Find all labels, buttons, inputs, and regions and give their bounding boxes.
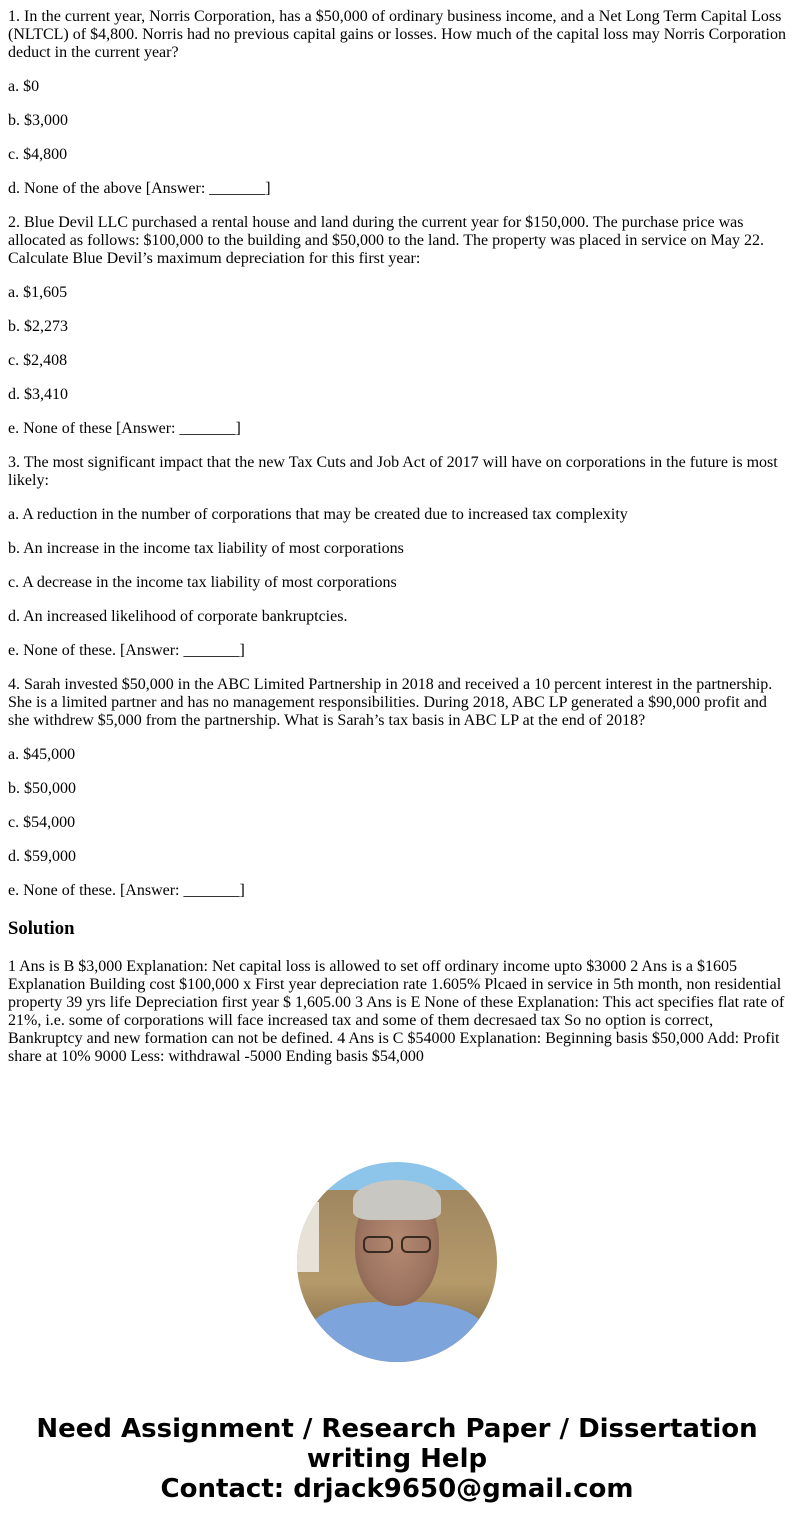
question-2-option-c: c. $2,408 bbox=[8, 352, 68, 369]
photo-wall bbox=[297, 1202, 319, 1272]
banner-headline: Need Assignment / Research Paper / Dissertation writing Help bbox=[36, 1414, 758, 1474]
document bbox=[0, 8, 794, 1066]
question-4-text: 4. Sarah invested $50,000 in the ABC Limited Partnership in 2018 and received a 10 percent interest in the partnership. She is a limited partner and has no management responsibilities. During 2018, ABC LP generated a $90,000 profit and she withdrew $5,000 from the partnership. What is Sarah’s tax basis in ABC LP at the end of 2018? bbox=[8, 676, 773, 729]
question-3-option-c: c. A decrease in the income tax liability of most corporations bbox=[8, 574, 397, 591]
question-4-option-e: e. None of these. [Answer: _______] bbox=[8, 882, 245, 899]
question-1-option-d: d. None of the above [Answer: _______] bbox=[8, 180, 271, 197]
question-3-option-d: d. An increased likelihood of corporate bankruptcies. bbox=[8, 608, 348, 625]
question-1-option-b: b. $3,000 bbox=[8, 112, 68, 129]
question-4-option-c: c. $54,000 bbox=[8, 814, 76, 831]
photo-hair bbox=[353, 1180, 441, 1220]
contact-banner bbox=[0, 1414, 794, 1504]
question-2-option-a: a. $1,605 bbox=[8, 284, 68, 301]
question-3-text: 3. The most significant impact that the new Tax Cuts and Job Act of 2017 will have on corporations in the future is most likely: bbox=[8, 454, 778, 489]
question-4-option-b: b. $50,000 bbox=[8, 780, 76, 797]
author-photo-container bbox=[0, 1162, 794, 1362]
question-2-option-b: b. $2,273 bbox=[8, 318, 68, 335]
question-4-option-d: d. $59,000 bbox=[8, 848, 76, 865]
question-3-option-a: a. A reduction in the number of corporations that may be created due to increased tax complexity bbox=[8, 506, 628, 523]
question-1-option-c: c. $4,800 bbox=[8, 146, 68, 163]
author-photo bbox=[297, 1162, 497, 1362]
solution-heading: Solution bbox=[8, 918, 75, 939]
question-2-option-d: d. $3,410 bbox=[8, 386, 68, 403]
question-1-text: 1. In the current year, Norris Corporation, has a $50,000 of ordinary business income, and a Net Long Term Capital Loss (NLTCL) of $4,800. Norris had no previous capital gains or losses. How much of the capital loss may Norris Corporation deduct in the current year? bbox=[8, 8, 786, 61]
photo-glasses bbox=[361, 1236, 433, 1254]
question-4-option-a: a. $45,000 bbox=[8, 746, 76, 763]
question-2-option-e: e. None of these [Answer: _______] bbox=[8, 420, 241, 437]
question-3-option-b: b. An increase in the income tax liability of most corporations bbox=[8, 540, 404, 557]
question-2-text: 2. Blue Devil LLC purchased a rental house and land during the current year for $150,000. The purchase price was allocated as follows: $100,000 to the building and $50,000 to the land. The property was placed in service on May 22. Calculate Blue Devil’s maximum depreciation for this first year: bbox=[8, 214, 764, 267]
photo-shirt bbox=[307, 1302, 487, 1362]
solution-text: 1 Ans is B $3,000 Explanation: Net capital loss is allowed to set off ordinary income upto $3000 2 Ans is a $1605 Explanation Building cost $100,000 x First year depreciation rate 1.605% Plcaed in service in 5th month, non residential property 39 yrs life Depreciation first year $ 1,605.00 3 Ans is E None of these Explanation: This act specifies flat rate of 21%, i.e. some of corporations will face increased tax and some of them decresaed tax So no option is correct, Bankruptcy and new formation can not be defined. 4 Ans is C $54000 Explanation: Beginning basis $50,000 Add: Profit share at 10% 9000 Less: withdrawal -5000 Ending basis $54,000 bbox=[8, 958, 785, 1065]
banner-contact: Contact: drjack9650@gmail.com bbox=[160, 1474, 634, 1504]
question-3-option-e: e. None of these. [Answer: _______] bbox=[8, 642, 245, 659]
question-1-option-a: a. $0 bbox=[8, 78, 40, 95]
